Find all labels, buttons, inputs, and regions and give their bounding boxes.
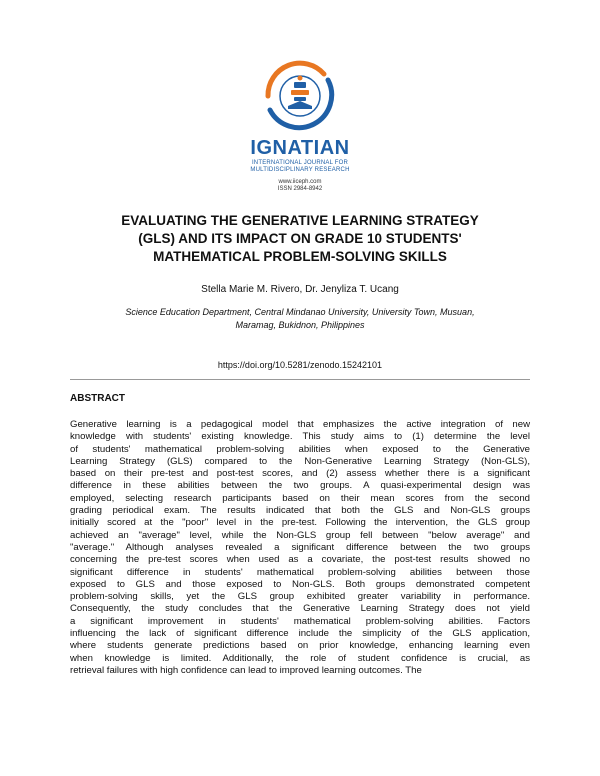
abstract-line: grading periodical exam. The results indicated that both the GLS and Non-GLS groups [70, 505, 530, 517]
abstract-line: based on their pre-test and post-test scores, and (2) assess whether there is a significant [70, 468, 530, 480]
paper-authors: Stella Marie M. Rivero, Dr. Jenyliza T. Ucang [201, 284, 399, 295]
abstract-line: Learning Strategy (GLS) compared to the Non-Generative Learning Strategy (Non-GLS), [70, 455, 530, 467]
abstract-heading: ABSTRACT [70, 393, 125, 404]
abstract-body [70, 419, 530, 677]
paper-title-line2: (GLS) AND ITS IMPACT ON GRADE 10 STUDENTS' [138, 231, 462, 246]
abstract-line: retrieval failures with high confidence can lead to improved learning outcomes. The [70, 664, 422, 676]
journal-subtitle-line2: MULTIDISCIPLINARY RESEARCH [250, 167, 350, 173]
abstract-line: influencing the lack of significant difference include the simplicity of the GLS application, [70, 628, 530, 640]
paper-title-line1: EVALUATING THE GENERATIVE LEARNING STRATEGY [121, 213, 479, 228]
abstract-line: achieved an "average" level, while the Non-GLS group fell between "below average" and [70, 529, 530, 541]
paper-affiliation [80, 306, 520, 332]
abstract-line: where students generate predictions based on prior knowledge, enhancing learning even [70, 640, 530, 652]
abstract-line: "average." Although analyses revealed a significant difference between the two groups [70, 541, 530, 553]
abstract-line: significant difference in students' mathematical problem-solving abilities between those [70, 566, 530, 578]
section-divider [70, 379, 530, 380]
abstract-line: problem-solving skills, yet the GLS group exhibited greater variability in performance. [70, 591, 530, 603]
journal-issn: ISSN 2984-8942 [277, 186, 323, 192]
abstract-line: initially scored at the "poor" level in the pre-test. Following the intervention, the GLS group [70, 517, 530, 529]
abstract-line: concerning the pre-test scores when used as a covariate, the post-test results showed no [70, 554, 530, 566]
abstract-line: Consequently, the study concludes that the Generative Learning Strategy does not yield [70, 603, 530, 615]
abstract-line: exposed to GLS and those exposed to Non-GLS. Both groups demonstrated competent [70, 578, 530, 590]
abstract-line: employed, selecting research participants based on their mean scores from the second [70, 492, 530, 504]
affiliation-line2: Maramag, Bukidnon, Philippines [235, 320, 365, 330]
abstract-line: a significant improvement in students' mathematical problem-solving abilities. Factors [70, 615, 530, 627]
journal-emblem-icon [258, 54, 342, 138]
journal-subtitle-line1: INTERNATIONAL JOURNAL FOR [251, 160, 349, 166]
paper-title-line3: MATHEMATICAL PROBLEM-SOLVING SKILLS [153, 249, 447, 264]
abstract-line: when knowledge is limited. Additionally, the role of student confidence is crucial, as [70, 652, 530, 664]
abstract-line: of students' mathematical problem-solving abilities when exposed to the Generative [70, 443, 530, 455]
affiliation-line1: Science Education Department, Central Mindanao University, University Town, Musuan, [125, 307, 475, 317]
paper-title [80, 212, 520, 266]
journal-name: IGNATIAN [250, 137, 350, 159]
abstract-line: difference in these abilities between the two groups. A quasi-experimental design was [70, 480, 530, 492]
abstract-line: knowledge with students' existing knowledge. This study aims to (1) determine the level [70, 431, 530, 443]
abstract-line: Generative learning is a pedagogical model that emphasizes the active integration of new [70, 419, 530, 430]
paper-doi-link[interactable]: https://doi.org/10.5281/zenodo.15242101 [217, 360, 383, 370]
journal-website[interactable]: www.iiceph.com [278, 179, 322, 185]
